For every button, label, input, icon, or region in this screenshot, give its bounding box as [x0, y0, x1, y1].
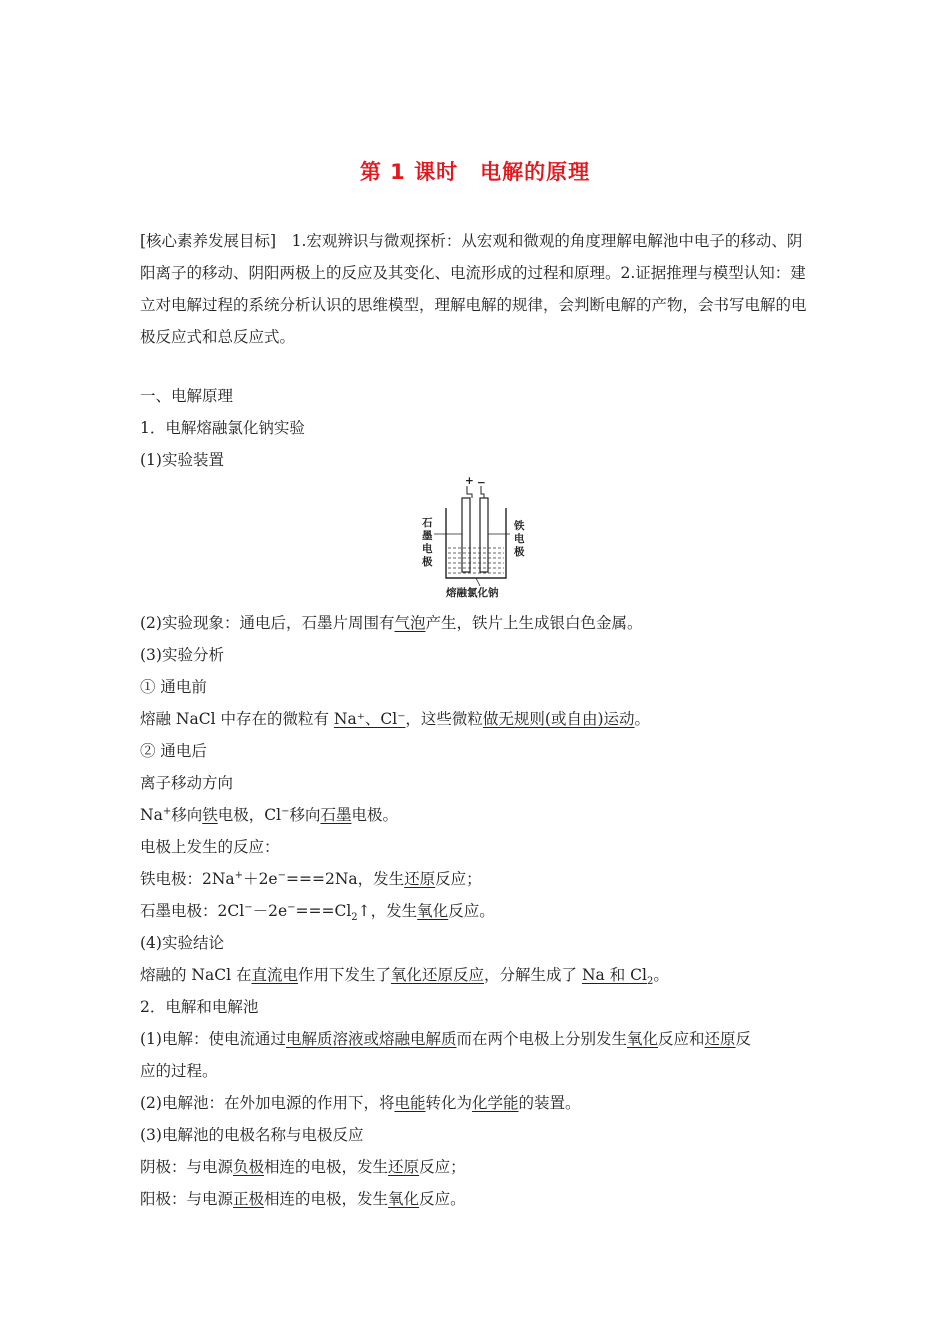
answer-blank: 铁 [202, 806, 218, 824]
ion-direction-line: Na+移向铁电极，Cl−移向石墨电极。 [140, 805, 398, 824]
section-heading: 一、电解原理 [140, 387, 234, 405]
conclusion-line: 熔融的 NaCl 在直流电作用下发生了氧化还原反应，分解生成了 Na 和 $Cl_2$。 [140, 966, 669, 988]
cathode-line: 阴极：与电源负极相连的电极，发生还原反应； [140, 1158, 466, 1176]
anode-line: 阳极：与电源正极相连的电极，发生氧化反应。 [140, 1190, 466, 1208]
core-goals-paragraph: [核心素养发展目标] 1.宏观辨识与微观探析：从宏观和微观的角度理解电解池中电子的移动、阴阳离子的移动、阴阳两极上的反应及其变化、电流形成的过程和原理。2.证据推理与模型认知：建立对电解过程的系统分析认识的思维模型，理解电解的规律，会判断电解的产物，会书写电解的电极反应式和总反应式。 [140, 232, 807, 346]
right-label-2: 电 [514, 533, 525, 545]
electrolysis-apparatus-figure [410, 474, 540, 600]
answer-blank: 气泡 [394, 614, 426, 632]
answer-blank: 电能 [394, 1094, 426, 1112]
answer-blank: Na⁺、Cl⁻ [333, 710, 406, 728]
iron-electrode-reaction: 铁电极：2Na+＋2e−===2Na，发生还原反应； [140, 869, 482, 888]
graphite-electrode [462, 498, 470, 572]
answer-blank: 直流电 [251, 966, 298, 984]
left-label-2: 墨 [422, 530, 433, 542]
answer-blank: 正极 [233, 1190, 265, 1208]
item-heading: (3)实验分析 [140, 646, 224, 664]
left-label-4: 极 [422, 556, 433, 568]
electrolysis-definition: (1)电解：使电流通过电解质溶液或熔融电解质而在两个电极上分别发生氧化反应和还原反 [140, 1030, 752, 1048]
minus-sign: − [477, 477, 486, 489]
bottom-label: 熔融氯化钠 [446, 587, 499, 599]
left-label-3: 电 [422, 543, 433, 555]
apparatus-diagram [410, 474, 540, 600]
ion-direction-heading: 离子移动方向 [140, 774, 234, 792]
plus-sign: + [465, 475, 474, 487]
left-label-1: 石 [422, 517, 433, 529]
electrode-reaction-heading: 电极上发生的反应： [140, 838, 280, 856]
item-heading: (3)电解池的电极名称与电极反应 [140, 1126, 364, 1144]
subsection-heading: 2．电解和电解池 [140, 998, 259, 1016]
step-heading: ② 通电后 [140, 742, 207, 760]
item-heading: (4)实验结论 [140, 934, 224, 952]
answer-blank: Na 和 $Cl_2$ [581, 966, 654, 988]
answer-blank: 还原 [704, 1030, 736, 1048]
right-label-3: 极 [514, 546, 525, 558]
iron-electrode [480, 498, 488, 572]
step-heading: ① 通电前 [140, 678, 207, 696]
subsection-heading: 1．电解熔融氯化钠实验 [140, 419, 305, 437]
answer-blank: 化学能 [472, 1094, 519, 1112]
graphite-electrode-reaction: 石墨电极：$2Cl^--2e^-===Cl_2↑$，发生氧化反应。 [140, 901, 495, 924]
answer-blank: 负极 [233, 1158, 265, 1176]
answer-blank: 还原 [404, 870, 436, 888]
answer-blank: 氧化 [388, 1190, 420, 1208]
item-heading: (1)实验装置 [140, 451, 224, 469]
title-topic: 电解的原理 [480, 160, 591, 184]
beaker [446, 508, 506, 578]
answer-blank: 氧化 [417, 902, 449, 920]
answer-blank: 氧化 [627, 1030, 659, 1048]
right-label-1: 铁 [514, 520, 525, 532]
answer-blank: 电解质溶液或熔融电解质 [285, 1030, 457, 1048]
answer-blank: 氧化还原反应 [391, 966, 485, 984]
answer-blank: 还原 [388, 1158, 420, 1176]
page-title [0, 156, 950, 186]
molten-salt [448, 548, 504, 573]
cell-definition: (2)电解池：在外加电源的作用下，将电能转化为化学能的装置。 [140, 1094, 581, 1112]
answer-blank: 石墨 [320, 806, 352, 824]
title-lesson: 第 1 课时 [359, 160, 459, 184]
answer-blank: 做无规则(或自由)运动 [482, 710, 635, 728]
phenomenon-line: (2)实验现象：通电后，石墨片周围有气泡产生，铁片上生成银白色金属。 [140, 614, 643, 632]
electrolysis-definition-cont: 应的过程。 [140, 1062, 218, 1080]
before-power-line: 熔融 NaCl 中存在的微粒有 Na⁺、Cl⁻，这些微粒做无规则(或自由)运动。 [140, 710, 651, 728]
